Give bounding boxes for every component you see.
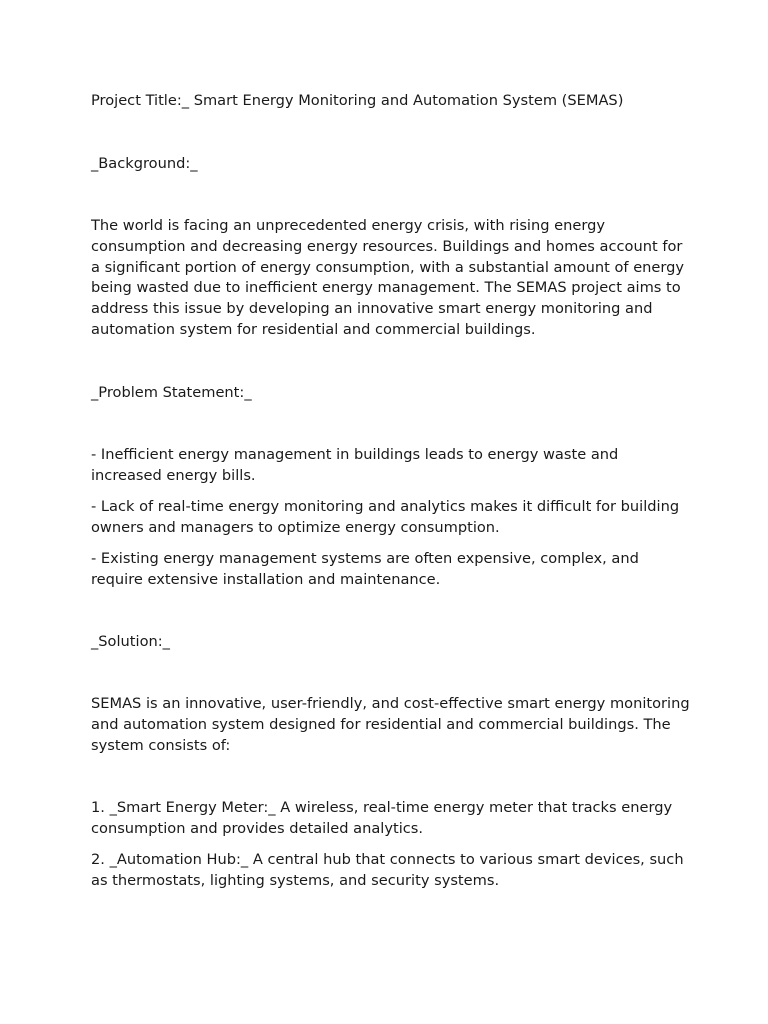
solution-paragraph: SEMAS is an innovative, user-friendly, and cost-effective smart energy monitoring and automation system designed for residential and commercial buildings. The system consists of: xyxy=(91,695,690,754)
project-title: Project Title:_ Smart Energy Monitoring and Automation System (SEMAS) xyxy=(91,92,624,109)
background-heading: _Background:_ xyxy=(91,155,198,172)
background-paragraph: The world is facing an unprecedented energy crisis, with rising energy consumption and decreasing energy resources. Buildings and homes account for a significant portion of energy consumption, with a substantial amount of energy being wasted due to inefficient energy management. The SEMAS project aims to address this issue by developing an innovative smart energy monitoring and automation system for residential and commercial buildings. xyxy=(91,217,685,338)
solution-heading: _Solution:_ xyxy=(91,633,170,650)
solution-item: 2. _Automation Hub:_ A central hub that connects to various smart devices, such as thermostats, lighting systems, and security systems. xyxy=(91,851,684,889)
problem-statement-heading: _Problem Statement:_ xyxy=(91,384,252,401)
problem-item: - Existing energy management systems are often expensive, complex, and require extensive installation and maintenance. xyxy=(91,550,639,588)
problem-item: - Lack of real-time energy monitoring and analytics makes it difficult for building owners and managers to optimize energy consumption. xyxy=(91,498,680,536)
solution-item: 1. _Smart Energy Meter:_ A wireless, real-time energy meter that tracks energy consumption and provides detailed analytics. xyxy=(91,799,673,837)
problem-item: - Inefficient energy management in buildings leads to energy waste and increased energy bills. xyxy=(91,446,619,484)
